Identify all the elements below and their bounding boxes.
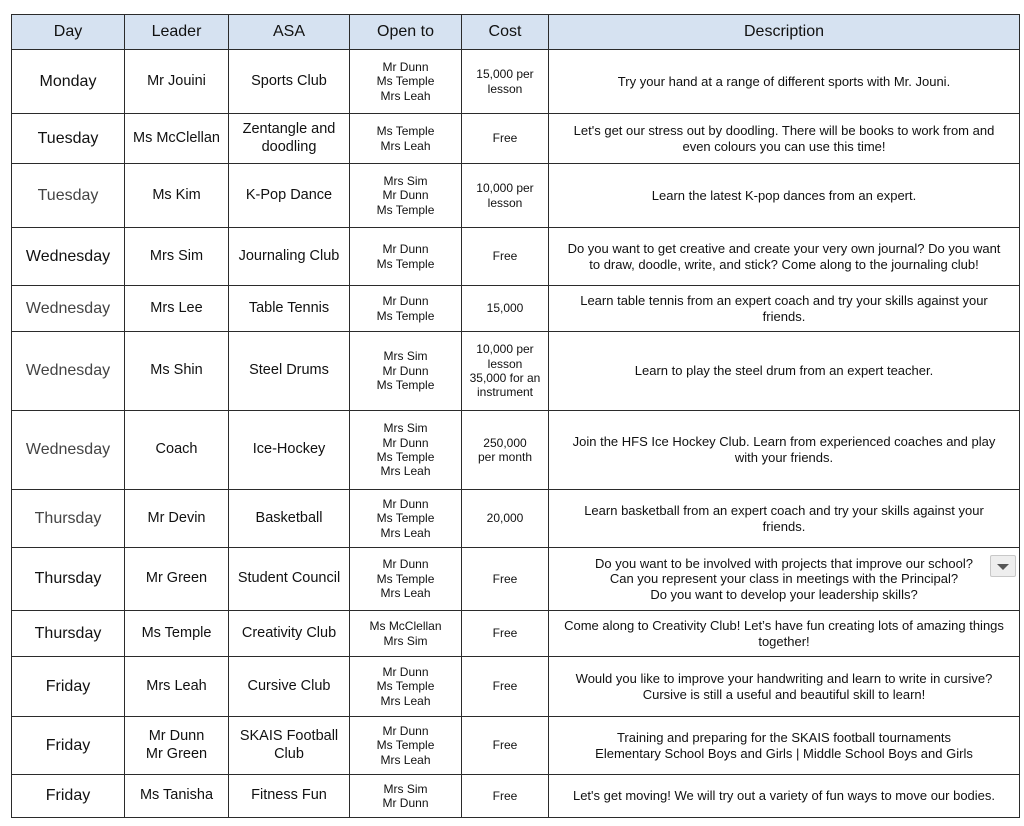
cost-cell bbox=[462, 411, 549, 490]
open-to-cell-line: Ms Temple bbox=[376, 450, 435, 464]
open-to-cell-line: Mrs Sim bbox=[383, 173, 428, 188]
asa-cell-line: Ice-Hockey bbox=[252, 441, 326, 458]
day-cell: Thursday bbox=[12, 490, 125, 548]
table-row bbox=[12, 657, 1020, 717]
description-cell-line: even colours you can use this time! bbox=[682, 138, 886, 154]
description-cell-line: Would you like to improve your handwriting and learn to write in cursive? bbox=[575, 670, 993, 686]
asa-schedule-table bbox=[11, 14, 1020, 818]
description-cell-line: Cursive is still a useful and beautiful skill to learn! bbox=[642, 686, 926, 702]
dropdown-button[interactable] bbox=[990, 555, 1016, 577]
cost-cell bbox=[462, 114, 549, 164]
description-cell-line: Join the HFS Ice Hockey Club. Learn from experienced coaches and play bbox=[572, 434, 996, 450]
open-to-cell bbox=[350, 611, 462, 657]
description-cell bbox=[549, 490, 1020, 548]
open-to-cell-line: Mrs Sim bbox=[383, 781, 428, 796]
table-row bbox=[12, 717, 1020, 775]
asa-cell-line: Zentangle and bbox=[242, 121, 336, 138]
description-cell-line: friends. bbox=[762, 308, 806, 324]
description-cell-line: Let's get moving! We will try out a variety of fun ways to move our bodies. bbox=[572, 788, 996, 804]
cost-cell-line: 35,000 for an bbox=[469, 371, 541, 385]
asa-cell bbox=[229, 490, 350, 548]
cost-cell bbox=[462, 548, 549, 611]
open-to-cell bbox=[350, 548, 462, 611]
description-cell-line: Training and preparing for the SKAIS football tournaments bbox=[616, 729, 952, 745]
asa-cell bbox=[229, 50, 350, 114]
asa-cell bbox=[229, 286, 350, 332]
asa-cell bbox=[229, 611, 350, 657]
leader-cell-line: Ms Tanisha bbox=[139, 787, 214, 804]
open-to-cell bbox=[350, 411, 462, 490]
open-to-cell-line: Ms Temple bbox=[376, 256, 435, 271]
open-to-cell-line: Mrs Leah bbox=[380, 586, 431, 601]
open-to-cell bbox=[350, 657, 462, 717]
description-cell-line: Learn the latest K-pop dances from an expert. bbox=[651, 187, 917, 203]
asa-cell-line: SKAIS Football bbox=[239, 728, 339, 745]
leader-cell-line: Mr Green bbox=[145, 745, 208, 762]
cost-cell bbox=[462, 775, 549, 818]
leader-cell bbox=[125, 50, 229, 114]
description-cell bbox=[549, 411, 1020, 490]
open-to-cell-line: Ms Temple bbox=[376, 738, 435, 753]
day-cell: Wednesday bbox=[12, 286, 125, 332]
asa-cell-line: Table Tennis bbox=[248, 299, 330, 316]
open-to-cell-line: Mr Dunn bbox=[382, 723, 429, 738]
asa-cell bbox=[229, 114, 350, 164]
cost-cell bbox=[462, 286, 549, 332]
cost-cell-line: Free bbox=[492, 571, 518, 586]
open-to-cell bbox=[350, 228, 462, 286]
leader-cell bbox=[125, 775, 229, 818]
cost-cell bbox=[462, 717, 549, 775]
cost-cell-line: Free bbox=[492, 679, 518, 694]
asa-cell bbox=[229, 228, 350, 286]
open-to-cell-line: Ms Temple bbox=[376, 308, 435, 323]
leader-cell-line: Ms Kim bbox=[152, 186, 201, 203]
cost-cell-line: 15,000 bbox=[486, 301, 524, 316]
leader-cell-line: Ms Shin bbox=[150, 362, 203, 379]
table-row bbox=[12, 114, 1020, 164]
cost-cell-line: Free bbox=[492, 738, 518, 753]
description-cell-line: together! bbox=[758, 633, 810, 649]
description-cell bbox=[549, 775, 1020, 818]
open-to-cell bbox=[350, 717, 462, 775]
open-to-cell-line: Mr Dunn bbox=[382, 496, 429, 511]
header-row bbox=[12, 15, 1020, 50]
leader-cell-line: Mr Green bbox=[145, 570, 208, 587]
cost-cell-line: 10,000 per bbox=[476, 342, 534, 357]
description-cell-line: Learn table tennis from an expert coach and try your skills against your bbox=[580, 292, 988, 308]
description-cell-line: with your friends. bbox=[734, 450, 834, 465]
leader-cell-line: Mrs Leah bbox=[146, 677, 207, 694]
cost-cell-line: Free bbox=[492, 131, 518, 146]
description-cell-line: Learn basketball from an expert coach and try your skills against your bbox=[584, 502, 984, 518]
leader-cell bbox=[125, 490, 229, 548]
open-to-cell bbox=[350, 164, 462, 228]
table-body bbox=[12, 50, 1020, 818]
header-leader: Leader bbox=[125, 15, 229, 50]
leader-cell-line: Mr Dunn bbox=[148, 728, 205, 745]
table-row bbox=[12, 548, 1020, 611]
table-row bbox=[12, 286, 1020, 332]
leader-cell bbox=[125, 332, 229, 411]
cost-cell bbox=[462, 228, 549, 286]
asa-cell bbox=[229, 411, 350, 490]
table-row bbox=[12, 411, 1020, 490]
asa-cell bbox=[229, 775, 350, 818]
open-to-cell-line: Mrs Leah bbox=[380, 138, 431, 153]
cost-cell-line: instrument bbox=[476, 385, 534, 400]
leader-cell bbox=[125, 717, 229, 775]
description-cell-line: friends. bbox=[762, 518, 806, 534]
asa-cell-line: Creativity Club bbox=[241, 624, 337, 641]
leader-cell-line: Coach bbox=[155, 441, 198, 458]
leader-cell bbox=[125, 411, 229, 490]
open-to-cell-line: Ms Temple bbox=[376, 74, 435, 89]
description-cell bbox=[549, 286, 1020, 332]
open-to-cell-line: Ms Temple bbox=[376, 378, 435, 393]
table-row bbox=[12, 50, 1020, 114]
open-to-cell-line: Mr Dunn bbox=[382, 363, 429, 378]
open-to-cell-line: Mr Dunn bbox=[382, 557, 429, 572]
dropdown-arrow-icon bbox=[997, 564, 1009, 570]
leader-cell-line: Mrs Sim bbox=[149, 247, 204, 264]
asa-cell-line: Student Council bbox=[237, 570, 341, 587]
header-open-to: Open to bbox=[350, 15, 462, 50]
cost-cell-line: 15,000 per bbox=[476, 67, 534, 82]
open-to-cell-line: Mr Dunn bbox=[382, 294, 429, 309]
open-to-cell-line: Mr Dunn bbox=[382, 242, 429, 257]
leader-cell bbox=[125, 228, 229, 286]
cost-cell bbox=[462, 164, 549, 228]
cost-cell bbox=[462, 490, 549, 548]
asa-cell bbox=[229, 164, 350, 228]
open-to-cell bbox=[350, 332, 462, 411]
header-description: Description bbox=[549, 15, 1020, 50]
header-asa: ASA bbox=[229, 15, 350, 50]
open-to-cell-line: Ms Temple bbox=[376, 124, 435, 139]
cost-cell-line: Free bbox=[492, 249, 518, 264]
open-to-cell-line: Mr Dunn bbox=[382, 59, 429, 74]
open-to-cell-line: Mrs Sim bbox=[383, 349, 428, 364]
day-cell: Friday bbox=[12, 717, 125, 775]
asa-cell bbox=[229, 332, 350, 411]
open-to-cell-line: Ms Temple bbox=[376, 679, 435, 694]
asa-cell-line: Basketball bbox=[255, 509, 323, 526]
description-cell bbox=[549, 657, 1020, 717]
description-cell-line: Do you want to get creative and create your very own journal? Do you want bbox=[567, 240, 1001, 256]
open-to-cell bbox=[350, 775, 462, 818]
day-cell: Wednesday bbox=[12, 332, 125, 411]
description-cell-line: Do you want to develop your leadership skills? bbox=[650, 586, 918, 602]
description-cell-line: Can you represent your class in meetings with the Principal? bbox=[609, 571, 959, 587]
open-to-cell-line: Mr Dunn bbox=[382, 664, 429, 679]
cost-cell bbox=[462, 50, 549, 114]
open-to-cell-line: Mrs Sim bbox=[383, 633, 428, 648]
description-cell bbox=[549, 164, 1020, 228]
asa-cell-line: doodling bbox=[261, 138, 317, 155]
open-to-cell-line: Mr Dunn bbox=[382, 435, 429, 450]
day-cell: Tuesday bbox=[12, 164, 125, 228]
leader-cell bbox=[125, 164, 229, 228]
open-to-cell-line: Ms Temple bbox=[376, 571, 435, 586]
day-cell: Wednesday bbox=[12, 411, 125, 490]
asa-cell-line: Journaling Club bbox=[238, 247, 340, 264]
cost-cell-line: lesson bbox=[487, 195, 523, 210]
cost-cell-line: per month bbox=[477, 450, 533, 464]
day-cell: Tuesday bbox=[12, 114, 125, 164]
open-to-cell-line: Ms Temple bbox=[376, 511, 435, 526]
leader-cell-line: Ms McClellan bbox=[132, 129, 220, 146]
table-row bbox=[12, 164, 1020, 228]
description-cell bbox=[549, 228, 1020, 286]
cost-cell-line: 250,000 bbox=[483, 435, 527, 450]
day-cell: Wednesday bbox=[12, 228, 125, 286]
description-cell bbox=[549, 717, 1020, 775]
cost-cell-line: lesson bbox=[487, 81, 523, 96]
cost-cell bbox=[462, 611, 549, 657]
table-row bbox=[12, 228, 1020, 286]
description-cell bbox=[549, 611, 1020, 657]
day-cell: Monday bbox=[12, 50, 125, 114]
cost-cell bbox=[462, 657, 549, 717]
table-row bbox=[12, 611, 1020, 657]
open-to-cell bbox=[350, 50, 462, 114]
header-day: Day bbox=[12, 15, 125, 50]
cost-cell-line: Free bbox=[492, 788, 518, 803]
description-cell-line: to draw, doodle, write, and stick? Come along to the journaling club! bbox=[589, 256, 979, 272]
open-to-cell-line: Mr Dunn bbox=[382, 188, 429, 203]
description-cell-line: Learn to play the steel drum from an expert teacher. bbox=[634, 363, 934, 379]
leader-cell bbox=[125, 657, 229, 717]
cost-cell-line: 10,000 per bbox=[476, 181, 534, 196]
day-cell: Thursday bbox=[12, 611, 125, 657]
open-to-cell-line: Mrs Leah bbox=[380, 88, 431, 103]
description-cell-line: Elementary School Boys and Girls | Middle School Boys and Girls bbox=[595, 745, 973, 761]
open-to-cell-line: Mrs Leah bbox=[380, 464, 431, 479]
description-cell-line: Let's get our stress out by doodling. There will be books to work from and bbox=[573, 122, 995, 138]
day-cell: Friday bbox=[12, 657, 125, 717]
leader-cell bbox=[125, 548, 229, 611]
open-to-cell bbox=[350, 490, 462, 548]
asa-cell-line: Club bbox=[274, 745, 304, 762]
open-to-cell-line: Mrs Leah bbox=[380, 752, 431, 767]
table-row bbox=[12, 490, 1020, 548]
cost-cell bbox=[462, 332, 549, 411]
asa-cell-line: K-Pop Dance bbox=[245, 186, 333, 203]
cost-cell-line: 20,000 bbox=[486, 511, 524, 526]
table-row bbox=[12, 332, 1020, 411]
leader-cell-line: Mr Devin bbox=[147, 509, 206, 526]
asa-cell bbox=[229, 548, 350, 611]
header-cost: Cost bbox=[462, 15, 549, 50]
asa-cell-line: Steel Drums bbox=[249, 362, 329, 379]
asa-cell-line: Fitness Fun bbox=[251, 787, 327, 804]
open-to-cell-line: Mr Dunn bbox=[382, 796, 429, 810]
cost-cell-line: Free bbox=[492, 626, 518, 641]
asa-cell bbox=[229, 657, 350, 717]
day-cell: Friday bbox=[12, 775, 125, 818]
leader-cell bbox=[125, 611, 229, 657]
open-to-cell bbox=[350, 286, 462, 332]
leader-cell bbox=[125, 286, 229, 332]
description-cell bbox=[549, 332, 1020, 411]
leader-cell bbox=[125, 114, 229, 164]
open-to-cell-line: Mrs Sim bbox=[383, 421, 428, 436]
open-to-cell-line: Mrs Leah bbox=[380, 693, 431, 708]
leader-cell-line: Mrs Lee bbox=[150, 299, 203, 316]
description-cell bbox=[549, 114, 1020, 164]
description-cell bbox=[549, 548, 1020, 611]
asa-cell-line: Cursive Club bbox=[247, 677, 331, 694]
open-to-cell-line: Ms McClellan bbox=[369, 619, 442, 634]
open-to-cell-line: Ms Temple bbox=[376, 202, 435, 217]
asa-cell bbox=[229, 717, 350, 775]
leader-cell-line: Ms Temple bbox=[141, 624, 212, 641]
open-to-cell bbox=[350, 114, 462, 164]
description-cell-line: Do you want to be involved with projects that improve our school? bbox=[595, 555, 973, 571]
asa-cell-line: Sports Club bbox=[251, 72, 327, 89]
table-row bbox=[12, 775, 1020, 818]
description-cell bbox=[549, 50, 1020, 114]
cost-cell-line: lesson bbox=[487, 356, 523, 371]
leader-cell-line: Mr Jouini bbox=[147, 72, 206, 89]
description-cell-line: Try your hand at a range of different sports with Mr. Jouni. bbox=[617, 73, 951, 89]
description-cell-line: Come along to Creativity Club! Let’s have fun creating lots of amazing things bbox=[564, 617, 1004, 633]
open-to-cell-line: Mrs Leah bbox=[380, 525, 431, 540]
day-cell: Thursday bbox=[12, 548, 125, 611]
